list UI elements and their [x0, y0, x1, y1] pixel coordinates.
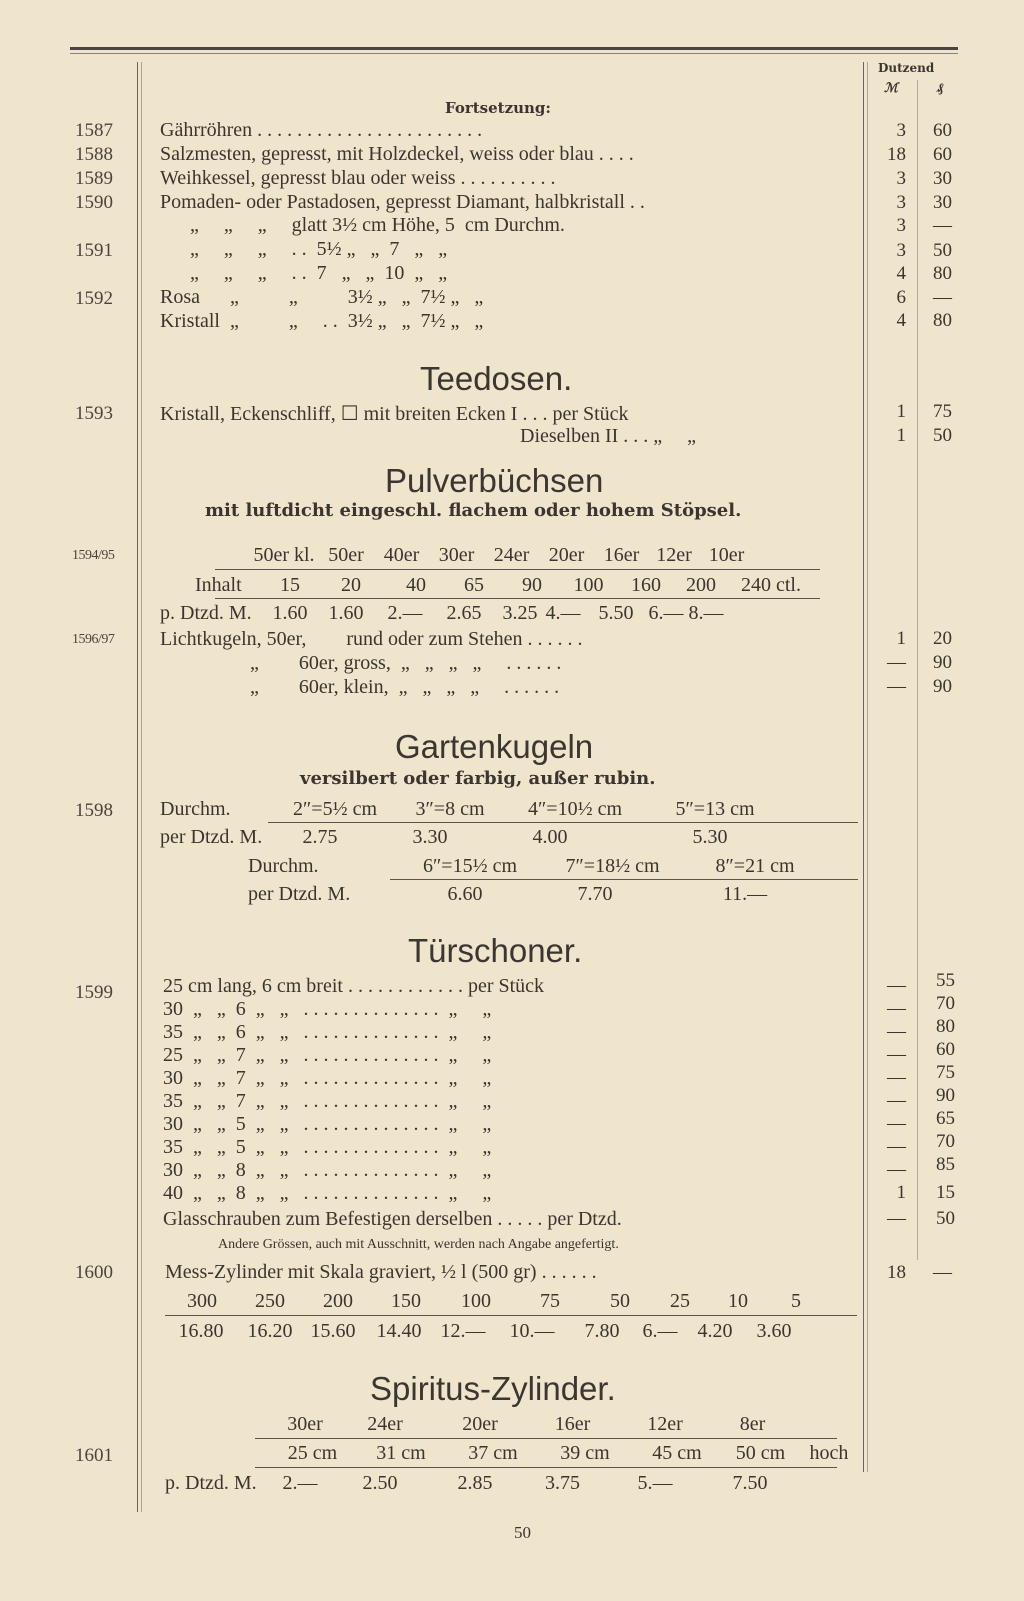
price-pfennig: 70 — [936, 1131, 955, 1152]
price-mark: — — [887, 1021, 906, 1042]
price-cell: 6.— — [642, 1320, 678, 1342]
price-cell: 11.— — [722, 883, 768, 905]
price-cell: 14.40 — [376, 1320, 422, 1342]
size-cell: 25 — [670, 1290, 690, 1312]
price-cell: 7.50 — [732, 1472, 768, 1494]
item-description: 35 „ „ 5 „ „ . . . . . . . . . . . . . . „ „ — [163, 1136, 492, 1158]
size-cell: 24er — [493, 544, 530, 566]
price-pfennig: 60 — [933, 120, 952, 141]
section-heading-teedosen: Teedosen. — [420, 360, 573, 397]
price-cell: 2.— — [387, 602, 423, 624]
price-mark: 1 — [896, 425, 906, 446]
item-description: „ 60er, klein, „ „ „ „ . . . . . . — [250, 676, 560, 698]
size-cell: 16er — [603, 544, 640, 566]
size-cell: 50 — [610, 1290, 630, 1312]
item-description: „ „ „ glatt 3½ cm Höhe, 5 cm Durchm. — [190, 214, 565, 236]
size-cell: 50er kl. — [253, 544, 315, 566]
size-cell: 5 — [791, 1290, 801, 1312]
height-cell: 39 cm — [560, 1442, 610, 1464]
price-mark: — — [887, 1067, 906, 1088]
size-cell: 4″=10½ cm — [527, 798, 623, 820]
price-cell: 8.— — [688, 602, 724, 624]
section-heading-tuerschoner: Türschoner. — [408, 932, 583, 969]
price-cell: 12.— — [440, 1320, 486, 1342]
price-cell: 2.65 — [446, 602, 482, 624]
page-number: 50 — [514, 1523, 531, 1542]
messzylinder-size-row — [168, 1290, 824, 1313]
price-cell: 7.80 — [584, 1320, 620, 1342]
price-mark: — — [887, 1113, 906, 1134]
size-cell: 40er — [383, 544, 420, 566]
price-mark: 18 — [887, 144, 906, 165]
rule — [268, 822, 858, 823]
price-mark: — — [887, 1044, 906, 1065]
price-label: p. Dtzd. M. — [165, 1472, 257, 1494]
price-cell: 3.25 — [502, 602, 538, 624]
price-mark: — — [887, 652, 906, 673]
price-mark: 1 — [896, 401, 906, 422]
section-heading-spiritus-zylinder: Spiritus-Zylinder. — [370, 1370, 616, 1407]
price-mark: — — [887, 975, 906, 996]
dutzend-label: Dutzend — [878, 61, 935, 75]
section-subheading-gartenkugeln: versilbert oder farbig, außer rubin. — [300, 768, 656, 789]
rule — [215, 569, 820, 570]
inhalt-cell: 200 — [686, 574, 716, 596]
item-number: 1587 — [75, 120, 113, 141]
price-pfennig: — — [933, 287, 952, 308]
size-cell: 12er — [656, 544, 692, 566]
price-cell: 6.60 — [447, 883, 483, 905]
height-cell: 50 cm — [735, 1442, 786, 1464]
price-label: per Dtzd. M. — [160, 826, 263, 848]
price-pfennig: 50 — [933, 425, 952, 446]
item-description: 25 „ „ 7 „ „ . . . . . . . . . . . . . . „ „ — [163, 1044, 492, 1066]
size-cell: 6″=15½ cm — [422, 855, 518, 877]
inhalt-cell: 160 — [631, 574, 661, 596]
price-cell: 3.75 — [545, 1472, 580, 1494]
price-pfennig: — — [933, 1262, 952, 1283]
price-pfennig: 50 — [936, 1208, 955, 1229]
price-mark: — — [887, 1090, 906, 1111]
item-description: Mess-Zylinder mit Skala graviert, ½ l (500 gr) . . . . . . — [165, 1261, 597, 1283]
size-cell: 8″=21 cm — [715, 855, 795, 877]
price-cell: 4.00 — [532, 826, 568, 848]
size-cell: 7″=18½ cm — [565, 855, 660, 877]
size-cell: 10er — [708, 544, 745, 566]
section-heading-pulverbuechsen: Pulverbüchsen — [385, 462, 604, 499]
inhalt-cell: 15 — [280, 574, 300, 596]
size-cell: 5″=13 cm — [675, 798, 755, 820]
size-cell: 20er — [462, 1413, 498, 1435]
item-number: 1590 — [75, 192, 113, 213]
item-number: 1598 — [75, 800, 113, 821]
item-number: 1594/95 — [72, 548, 115, 563]
price-pfennig: 90 — [933, 676, 952, 697]
item-description: Pomaden- oder Pastadosen, gepresst Diamant, halbkristall . . — [160, 191, 645, 213]
item-description: 30 „ „ 7 „ „ . . . . . . . . . . . . . . „ „ — [163, 1067, 492, 1089]
price-cell: 5.30 — [692, 826, 728, 848]
item-description: Kristall „ „ . . 3½ „ „ 7½ „ „ — [160, 310, 484, 332]
price-pfennig: 30 — [933, 192, 952, 213]
size-cell: 30er — [438, 544, 475, 566]
price-mark: — — [887, 1208, 906, 1229]
price-cell: 1.60 — [328, 602, 364, 624]
price-cell: 5.— — [637, 1472, 673, 1494]
price-pfennig: 15 — [936, 1182, 955, 1203]
price-pfennig: 65 — [936, 1108, 955, 1129]
price-cell: 2.50 — [362, 1472, 398, 1494]
price-mark: 18 — [887, 1262, 906, 1283]
pulver-size-row — [250, 544, 754, 567]
price-mark: — — [887, 998, 906, 1019]
garten-size-row-1 — [270, 798, 780, 821]
price-cell: 10.— — [509, 1320, 555, 1342]
price-mark: — — [887, 1159, 906, 1180]
price-cell: 6.— — [648, 602, 684, 624]
price-mark: 3 — [896, 240, 906, 261]
size-cell: 300 — [187, 1290, 217, 1312]
garten-price-row-1 — [290, 826, 830, 849]
item-description: „ „ „ . . 5½ „ „ 7 „ „ — [190, 238, 448, 260]
left-column-divider — [137, 62, 138, 1512]
pulver-inhalt-row — [265, 574, 816, 597]
height-cell: 31 cm — [376, 1442, 426, 1464]
rule — [390, 879, 858, 880]
item-number: 1596/97 — [72, 632, 115, 647]
messzylinder-price-row — [162, 1320, 804, 1343]
garten-price-row-2 — [425, 883, 805, 906]
item-description: Glasschrauben zum Befestigen derselben . . . . . per Dtzd. — [163, 1208, 622, 1230]
price-mark: 4 — [896, 310, 906, 331]
price-pfennig: 70 — [936, 993, 955, 1014]
item-description: 35 „ „ 7 „ „ . . . . . . . . . . . . . . „ „ — [163, 1090, 492, 1112]
mark-currency-icon: ℳ — [884, 80, 898, 95]
durchm-label: Durchm. — [248, 855, 319, 877]
price-pfennig: 80 — [933, 310, 952, 331]
item-number: 1588 — [75, 144, 113, 165]
price-mark: 1 — [896, 628, 906, 649]
inhalt-label: Inhalt — [195, 574, 242, 596]
price-cell: 4.20 — [697, 1320, 733, 1342]
size-cell: 30er — [287, 1413, 323, 1435]
mark-pfennig-divider — [917, 80, 918, 1260]
price-mark: — — [887, 1136, 906, 1157]
spiritus-height-row — [270, 1442, 854, 1465]
continuation-label: Fortsetzung: — [445, 99, 551, 117]
size-cell: 2″=5½ cm — [292, 798, 378, 820]
size-cell: 75 — [540, 1290, 560, 1312]
price-pfennig: 75 — [936, 1062, 955, 1083]
spiritus-size-row — [270, 1413, 790, 1436]
inhalt-cell: 20 — [341, 574, 361, 596]
durchm-label: Durchm. — [160, 798, 231, 820]
price-pfennig: 90 — [933, 652, 952, 673]
size-cell: 16er — [554, 1413, 591, 1435]
price-pfennig: 60 — [936, 1039, 955, 1060]
item-description: „ „ „ . . 7 „ „ 10 „ „ — [190, 262, 448, 284]
item-description: 40 „ „ 8 „ „ . . . . . . . . . . . . . . „ „ — [163, 1182, 492, 1204]
price-cell: 5.50 — [598, 602, 634, 624]
price-mark: 1 — [896, 1182, 906, 1203]
size-cell: 50er — [328, 544, 364, 566]
price-cell: 2.75 — [302, 826, 338, 848]
price-pfennig: 55 — [936, 970, 955, 991]
size-cell: 12er — [647, 1413, 683, 1435]
inhalt-cell: 40 — [406, 574, 426, 596]
price-mark: 3 — [896, 168, 906, 189]
inhalt-cell: 65 — [464, 574, 484, 596]
garten-size-row-2 — [400, 855, 825, 878]
price-mark: 3 — [896, 120, 906, 141]
price-cell: 2.85 — [457, 1472, 493, 1494]
height-cell: 25 cm — [287, 1442, 338, 1464]
section-subheading-pulverbuechsen: mit luftdicht eingeschl. flachem oder hohem Stöpsel. — [205, 500, 742, 521]
price-cell: 1.60 — [272, 602, 308, 624]
size-cell: 3″=8 cm — [415, 798, 485, 820]
price-pfennig: 75 — [933, 401, 952, 422]
size-cell: 24er — [367, 1413, 403, 1435]
price-mark: — — [887, 676, 906, 697]
price-pfennig: 20 — [933, 628, 952, 649]
inhalt-cell: 240 ctl. — [741, 574, 801, 596]
price-pfennig: 90 — [936, 1085, 955, 1106]
price-pfennig: 60 — [933, 144, 952, 165]
price-pfennig: 30 — [933, 168, 952, 189]
size-cell: 150 — [391, 1290, 421, 1312]
price-mark: 6 — [896, 287, 906, 308]
item-number: 1599 — [75, 982, 113, 1003]
item-number: 1592 — [75, 288, 113, 309]
rule — [165, 1315, 857, 1316]
price-pfennig: 50 — [933, 240, 952, 261]
height-suffix: hoch — [809, 1442, 849, 1464]
price-cell: 16.80 — [178, 1320, 224, 1342]
rule — [215, 598, 820, 599]
size-cell: 250 — [255, 1290, 285, 1312]
spiritus-price-row — [280, 1472, 805, 1495]
size-cell: 10 — [728, 1290, 748, 1312]
section-heading-gartenkugeln: Gartenkugeln — [395, 728, 594, 765]
price-cell: 3.60 — [756, 1320, 792, 1342]
price-label: per Dtzd. M. — [248, 883, 351, 905]
price-cell: 2.— — [282, 1472, 318, 1494]
price-pfennig: — — [933, 215, 952, 236]
height-cell: 45 cm — [652, 1442, 702, 1464]
price-cell: 3.30 — [412, 826, 448, 848]
item-number: 1600 — [75, 1262, 113, 1283]
price-mark: 4 — [896, 263, 906, 284]
item-description: „ 60er, gross, „ „ „ „ . . . . . . — [250, 652, 562, 674]
price-cell: 4.— — [545, 602, 581, 624]
item-description: Dieselben II . . . „ „ — [520, 425, 697, 447]
item-number: 1593 — [75, 403, 113, 424]
price-column-divider — [863, 62, 864, 1472]
top-rule-thin — [70, 53, 958, 54]
item-description: 30 „ „ 6 „ „ . . . . . . . . . . . . . . „ „ — [163, 998, 492, 1020]
size-cell: 20er — [548, 544, 585, 566]
item-description: 30 „ „ 5 „ „ . . . . . . . . . . . . . . „ „ — [163, 1113, 492, 1135]
price-mark: 3 — [896, 215, 906, 236]
rule — [255, 1438, 837, 1439]
size-cell: 100 — [461, 1290, 491, 1312]
price-cell: 16.20 — [247, 1320, 293, 1342]
inhalt-cell: 90 — [522, 574, 542, 596]
item-number: 1589 — [75, 168, 113, 189]
price-mark: 3 — [896, 192, 906, 213]
inhalt-cell: 100 — [573, 574, 604, 596]
item-description: Gährröhren . . . . . . . . . . . . . . . . . . . . . . . — [160, 119, 483, 141]
size-cell: 8er — [739, 1413, 766, 1435]
left-column-divider-2 — [141, 62, 142, 1512]
rule — [255, 1467, 837, 1468]
price-cell: 7.70 — [577, 883, 613, 905]
item-description: 35 „ „ 6 „ „ . . . . . . . . . . . . . . „ „ — [163, 1021, 492, 1043]
item-description: Kristall, Eckenschliff, ☐ mit breiten Ecken I . . . per Stück — [160, 403, 629, 425]
item-description: Lichtkugeln, 50er, rund oder zum Stehen . . . . . . — [160, 628, 583, 650]
tuerschoner-note: Andere Grössen, auch mit Ausschnitt, werden nach Angabe angefertigt. — [218, 1237, 619, 1252]
price-cell: 15.60 — [310, 1320, 356, 1342]
pfennig-currency-icon: ₰ — [937, 80, 944, 95]
item-description: 25 cm lang, 6 cm breit . . . . . . . . . . . . per Stück — [163, 975, 545, 997]
top-rule — [70, 47, 958, 50]
item-description: Rosa „ „ 3½ „ „ 7½ „ „ — [160, 286, 484, 308]
item-description: Salzmesten, gepresst, mit Holzdeckel, weiss oder blau . . . . — [160, 143, 634, 165]
pulver-price-row — [270, 602, 726, 625]
item-description: Weihkessel, gepresst blau oder weiss . . . . . . . . . . — [160, 167, 556, 189]
size-cell: 200 — [323, 1290, 353, 1312]
price-pfennig: 85 — [936, 1154, 955, 1175]
item-description: 30 „ „ 8 „ „ . . . . . . . . . . . . . . „ „ — [163, 1159, 492, 1181]
price-pfennig: 80 — [933, 263, 952, 284]
price-pfennig: 80 — [936, 1016, 955, 1037]
price-label: p. Dtzd. M. — [160, 602, 252, 624]
item-number: 1601 — [75, 1445, 113, 1466]
item-number: 1591 — [75, 240, 113, 261]
height-cell: 37 cm — [468, 1442, 518, 1464]
